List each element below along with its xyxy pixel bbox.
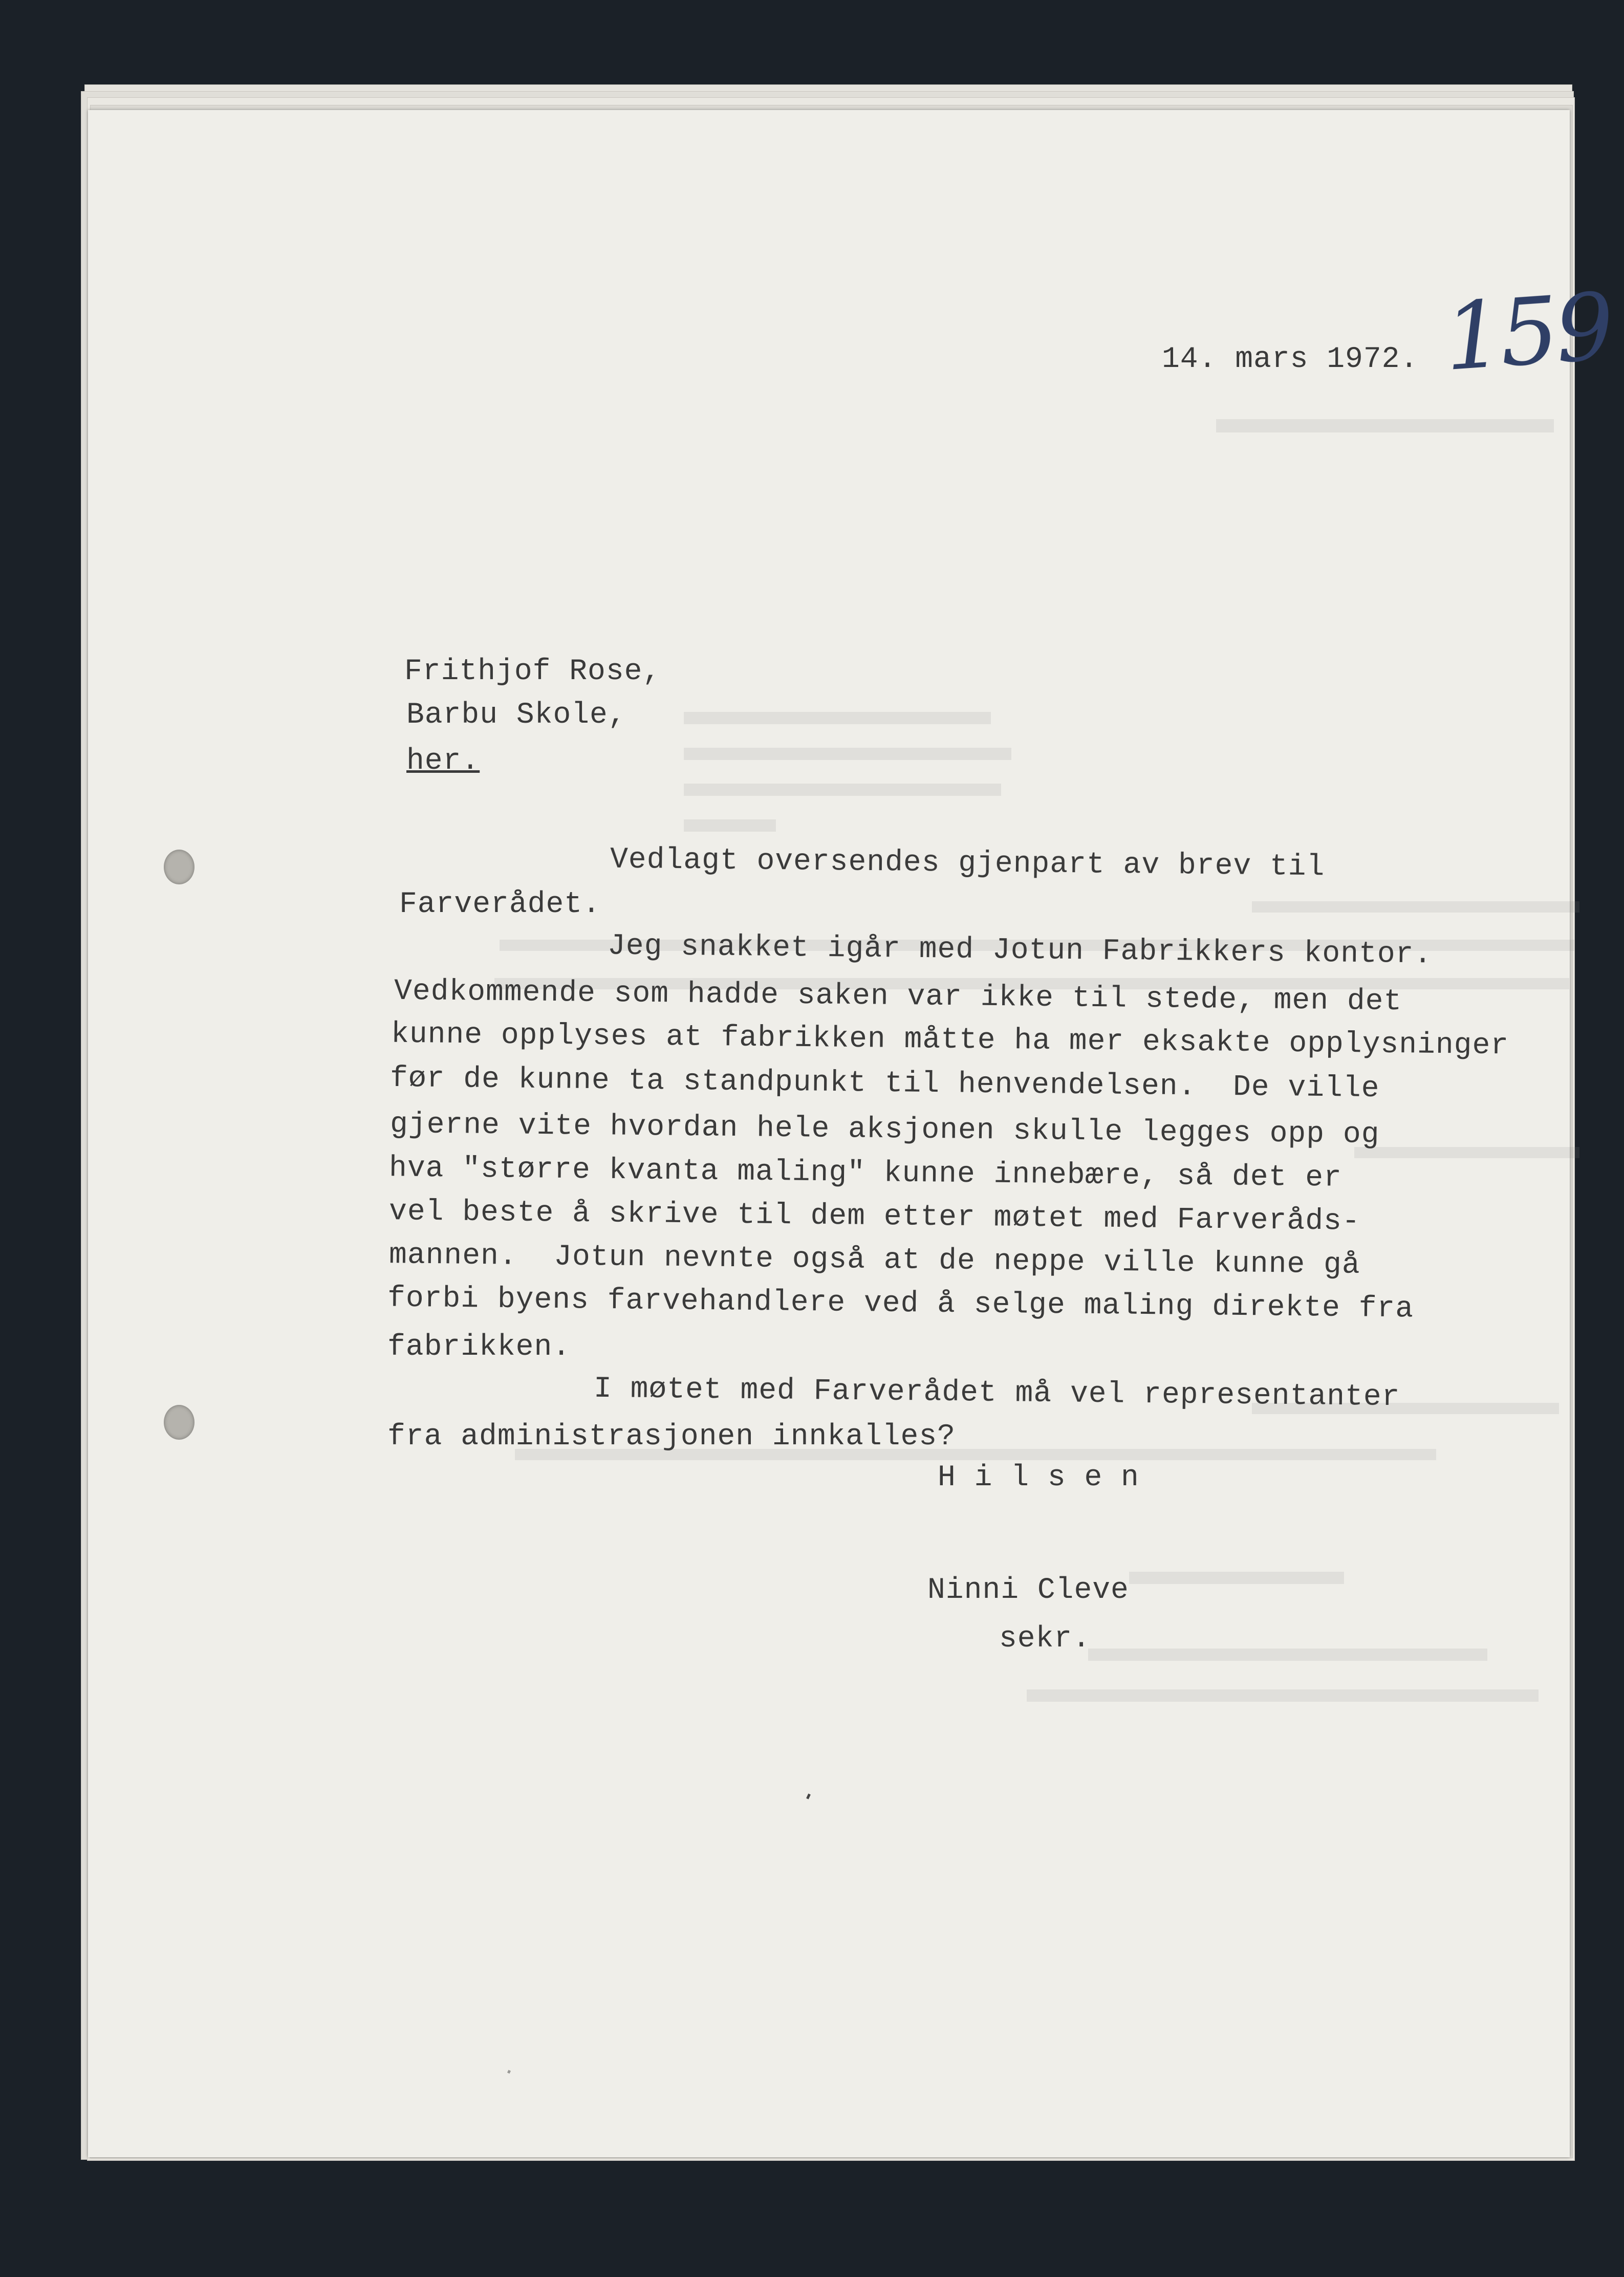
paragraph-3-line: fra administrasjonen innkalles? [387, 1420, 956, 1454]
paragraph-2-line: gjerne vite hvordan hele aksjonen skulle legges opp og [389, 1108, 1380, 1152]
signer-name: Ninni Cleve [927, 1574, 1129, 1607]
paragraph-1-line: Vedlagt oversendes gjenpart av brev til [610, 843, 1325, 884]
ink-speck [806, 1793, 811, 1799]
paragraph-2-line: før de kunne ta standpunkt til henvendelsen. De ville [389, 1061, 1380, 1106]
show-through-texture [835, 1517, 1501, 1722]
recipient-name: Frithjof Rose, [404, 655, 661, 688]
recipient-place: her. [406, 745, 480, 778]
paragraph-3-line: I møtet med Farverådet må vel representanter [593, 1372, 1400, 1415]
closing-greeting: H i l s e n [938, 1461, 1139, 1494]
paragraph-2-line: Jeg snakket igår med Jotun Fabrikkers kontor. [607, 929, 1433, 972]
recipient-organization: Barbu Skole, [406, 699, 626, 732]
paragraph-2-line: hva "større kvanta maling" kunne innebære, så det er [388, 1152, 1342, 1195]
letter-date: 14. mars 1972. [1162, 343, 1419, 376]
letter-page [88, 110, 1615, 2157]
ink-speck [507, 2070, 511, 2074]
paragraph-2-line: kunne opplyses at fabrikken måtte ha mer eksakte opplysninger [391, 1017, 1509, 1063]
punch-hole [164, 1405, 194, 1440]
paragraph-2-line: forbi byens farvehandlere ved å selge maling direkte fra [387, 1282, 1414, 1326]
signer-title: sekr. [999, 1622, 1091, 1656]
page-number: 159 [1441, 273, 1615, 392]
paragraph-2-line: mannen. Jotun nevnte også at de neppe ville kunne gå [388, 1239, 1360, 1282]
paragraph-2-line: vel beste å skrive til dem etter møtet med Farveråds- [388, 1195, 1360, 1239]
paragraph-1-line: Farverådet. [399, 888, 601, 921]
punch-hole [164, 850, 194, 884]
paragraph-2-line: Vedkommende som hadde saken var ikke til stede, men det [394, 974, 1402, 1019]
paragraph-2-line: fabrikken. [387, 1331, 571, 1364]
